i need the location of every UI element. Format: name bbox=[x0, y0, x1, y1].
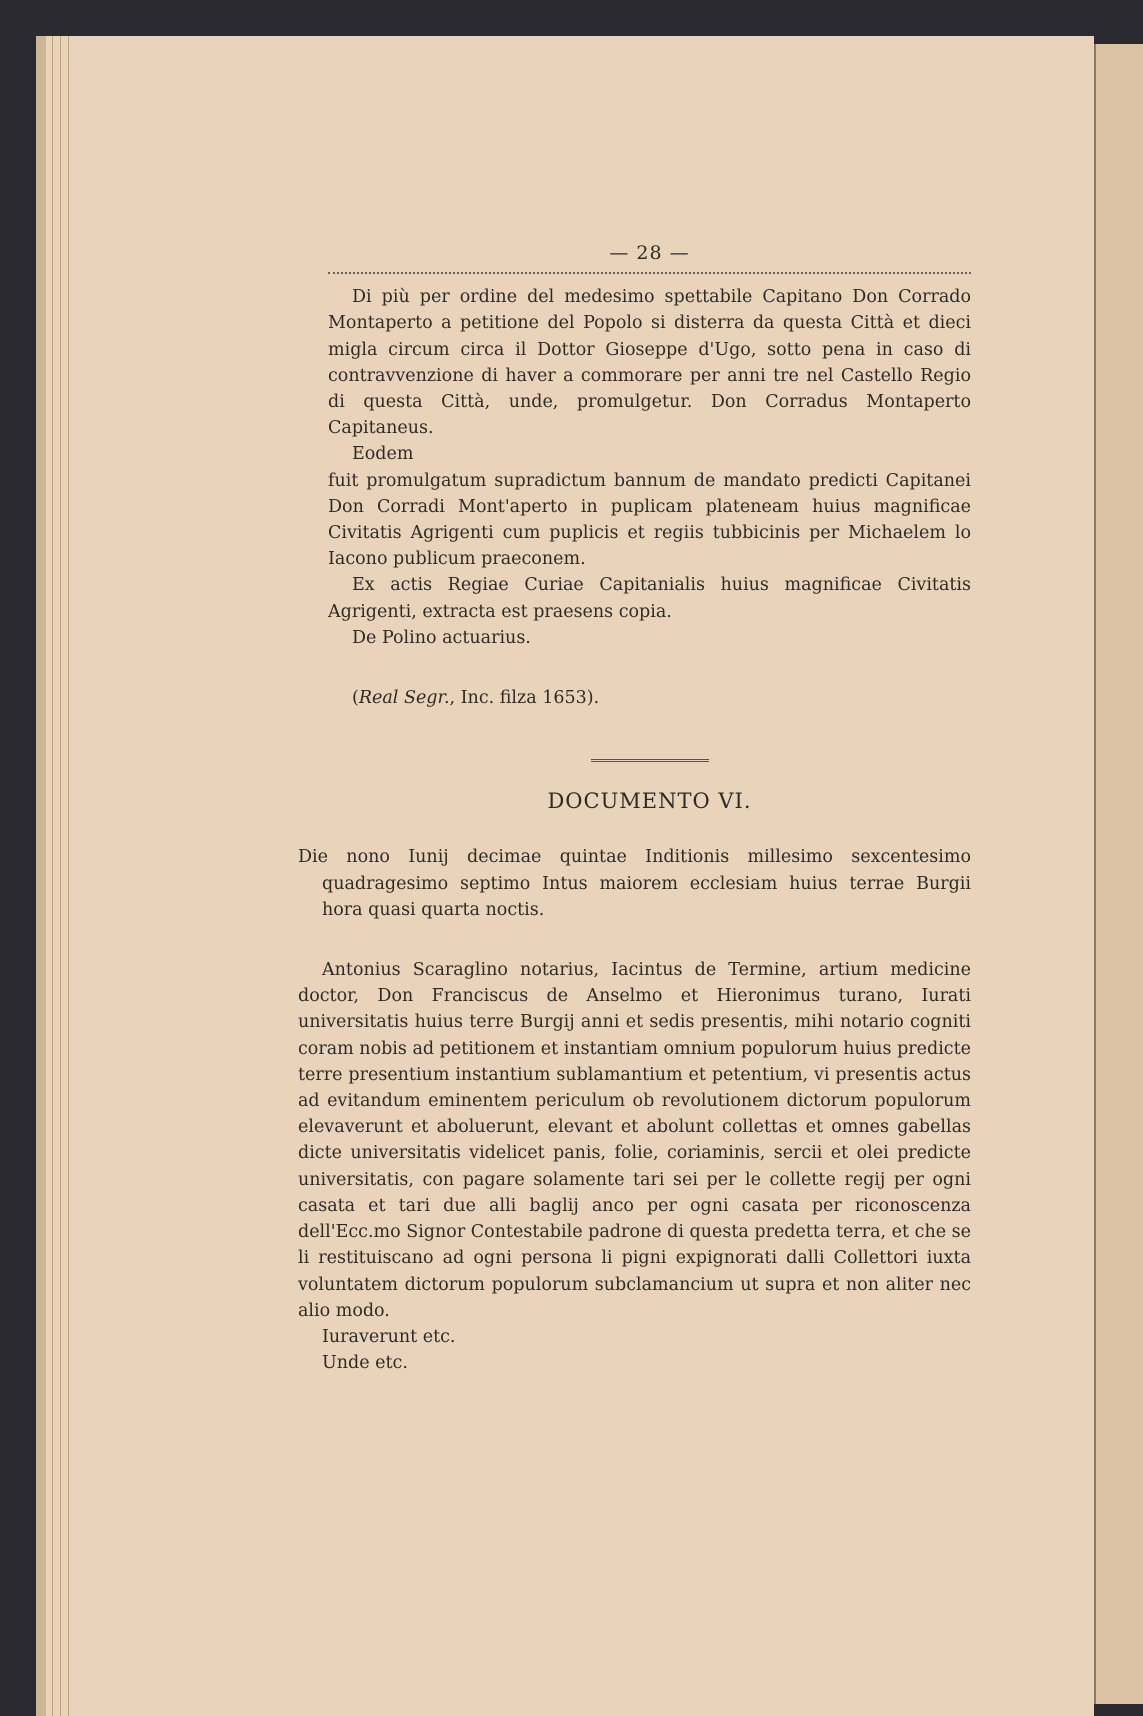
paragraph-eodem: Eodem bbox=[352, 444, 414, 465]
document-title: DOCUMENTO VI. bbox=[547, 789, 752, 814]
facing-page-edge bbox=[1094, 44, 1143, 1704]
paragraph-promulgation: fuit promulgatum supradictum bannum de mandato predicti Capitanei Don Corradi Mont'aperto in puplicam plateneam huius magnificae Civitatis Agrigenti cum puplicis et regiis tubbicinis per Michaelem lo Iacono publicum praeconem. bbox=[328, 470, 971, 570]
source-reference bbox=[352, 685, 971, 711]
source-italic: Real Segr. bbox=[358, 688, 450, 709]
header-rule bbox=[328, 272, 971, 274]
paragraph-extract: Ex actis Regiae Curiae Capitanialis huius magnificae Civitatis Agrigenti, extracta est praesens copia. bbox=[328, 575, 971, 622]
page-number: — 28 — bbox=[609, 242, 690, 264]
document-intro: Die nono Iunij decimae quintae Inditionis millesimo sexcentesimo quadragesimo septimo Intus maiorem ecclesiam huius terrae Burgii hora quasi quarta noctis. bbox=[298, 847, 971, 920]
paragraph-banishment: Di più per ordine del medesimo spettabile Capitano Don Corrado Montaperto a petitione del Popolo si disterra da questa Città et dieci migla circum circa il Dottor Gioseppe d'Ugo, sotto pena in caso di contravvenzione di haver a commorare per anni tre nel Castello Regio di questa Città, unde, promulgetur. Don Corradus Montaperto Capitaneus. bbox=[328, 287, 971, 439]
page-edge-line bbox=[52, 36, 53, 1716]
closing-iuraverunt: Iuraverunt etc. bbox=[322, 1326, 456, 1347]
page-edge-line bbox=[60, 36, 61, 1716]
source-rest: , Inc. filza 1653). bbox=[449, 688, 600, 709]
page-content bbox=[298, 240, 971, 1376]
closing-unde: Unde etc. bbox=[322, 1353, 408, 1374]
page-edge-line bbox=[68, 36, 69, 1716]
spacer bbox=[328, 923, 971, 957]
document-body: Antonius Scaraglino notarius, Iacintus de Termine, artium medicine doctor, Don Franciscus de Anselmo et Hieronimus turano, Iurati universitatis huius terre Burgij anni et sedis presentis, mihi notario cogniti coram nobis ad petitionem et instantiam omnium populorum huius predicte terre presentium instantium sublamantium et petentium, vi presentis actus ad evitandum eminentem periculum ob revolutionem dictorum populorum elevaverunt et aboluerunt, elevant et abolunt collettas et omnes gabellas dicte universitatis videlicet panis, folie, coriaminis, sercii et olei predicte universitatis, con pagare solamente tari sei per le collette regij per ogni casata et tari due alli baglij anco per ogni casata per riconoscenza dell'Ecc.mo Signor Contestabile padrone di questa predetta terra, et che se li restituiscano ad ogni persona li pigni expignorati dalli Collettori iuxta voluntatem dictorum populorum subclamancium ut supra et non aliter nec alio modo. bbox=[298, 960, 971, 1321]
section-divider bbox=[591, 759, 709, 762]
paragraph-actuarius: De Polino actuarius. bbox=[352, 627, 531, 648]
source-open: ( bbox=[352, 688, 359, 709]
